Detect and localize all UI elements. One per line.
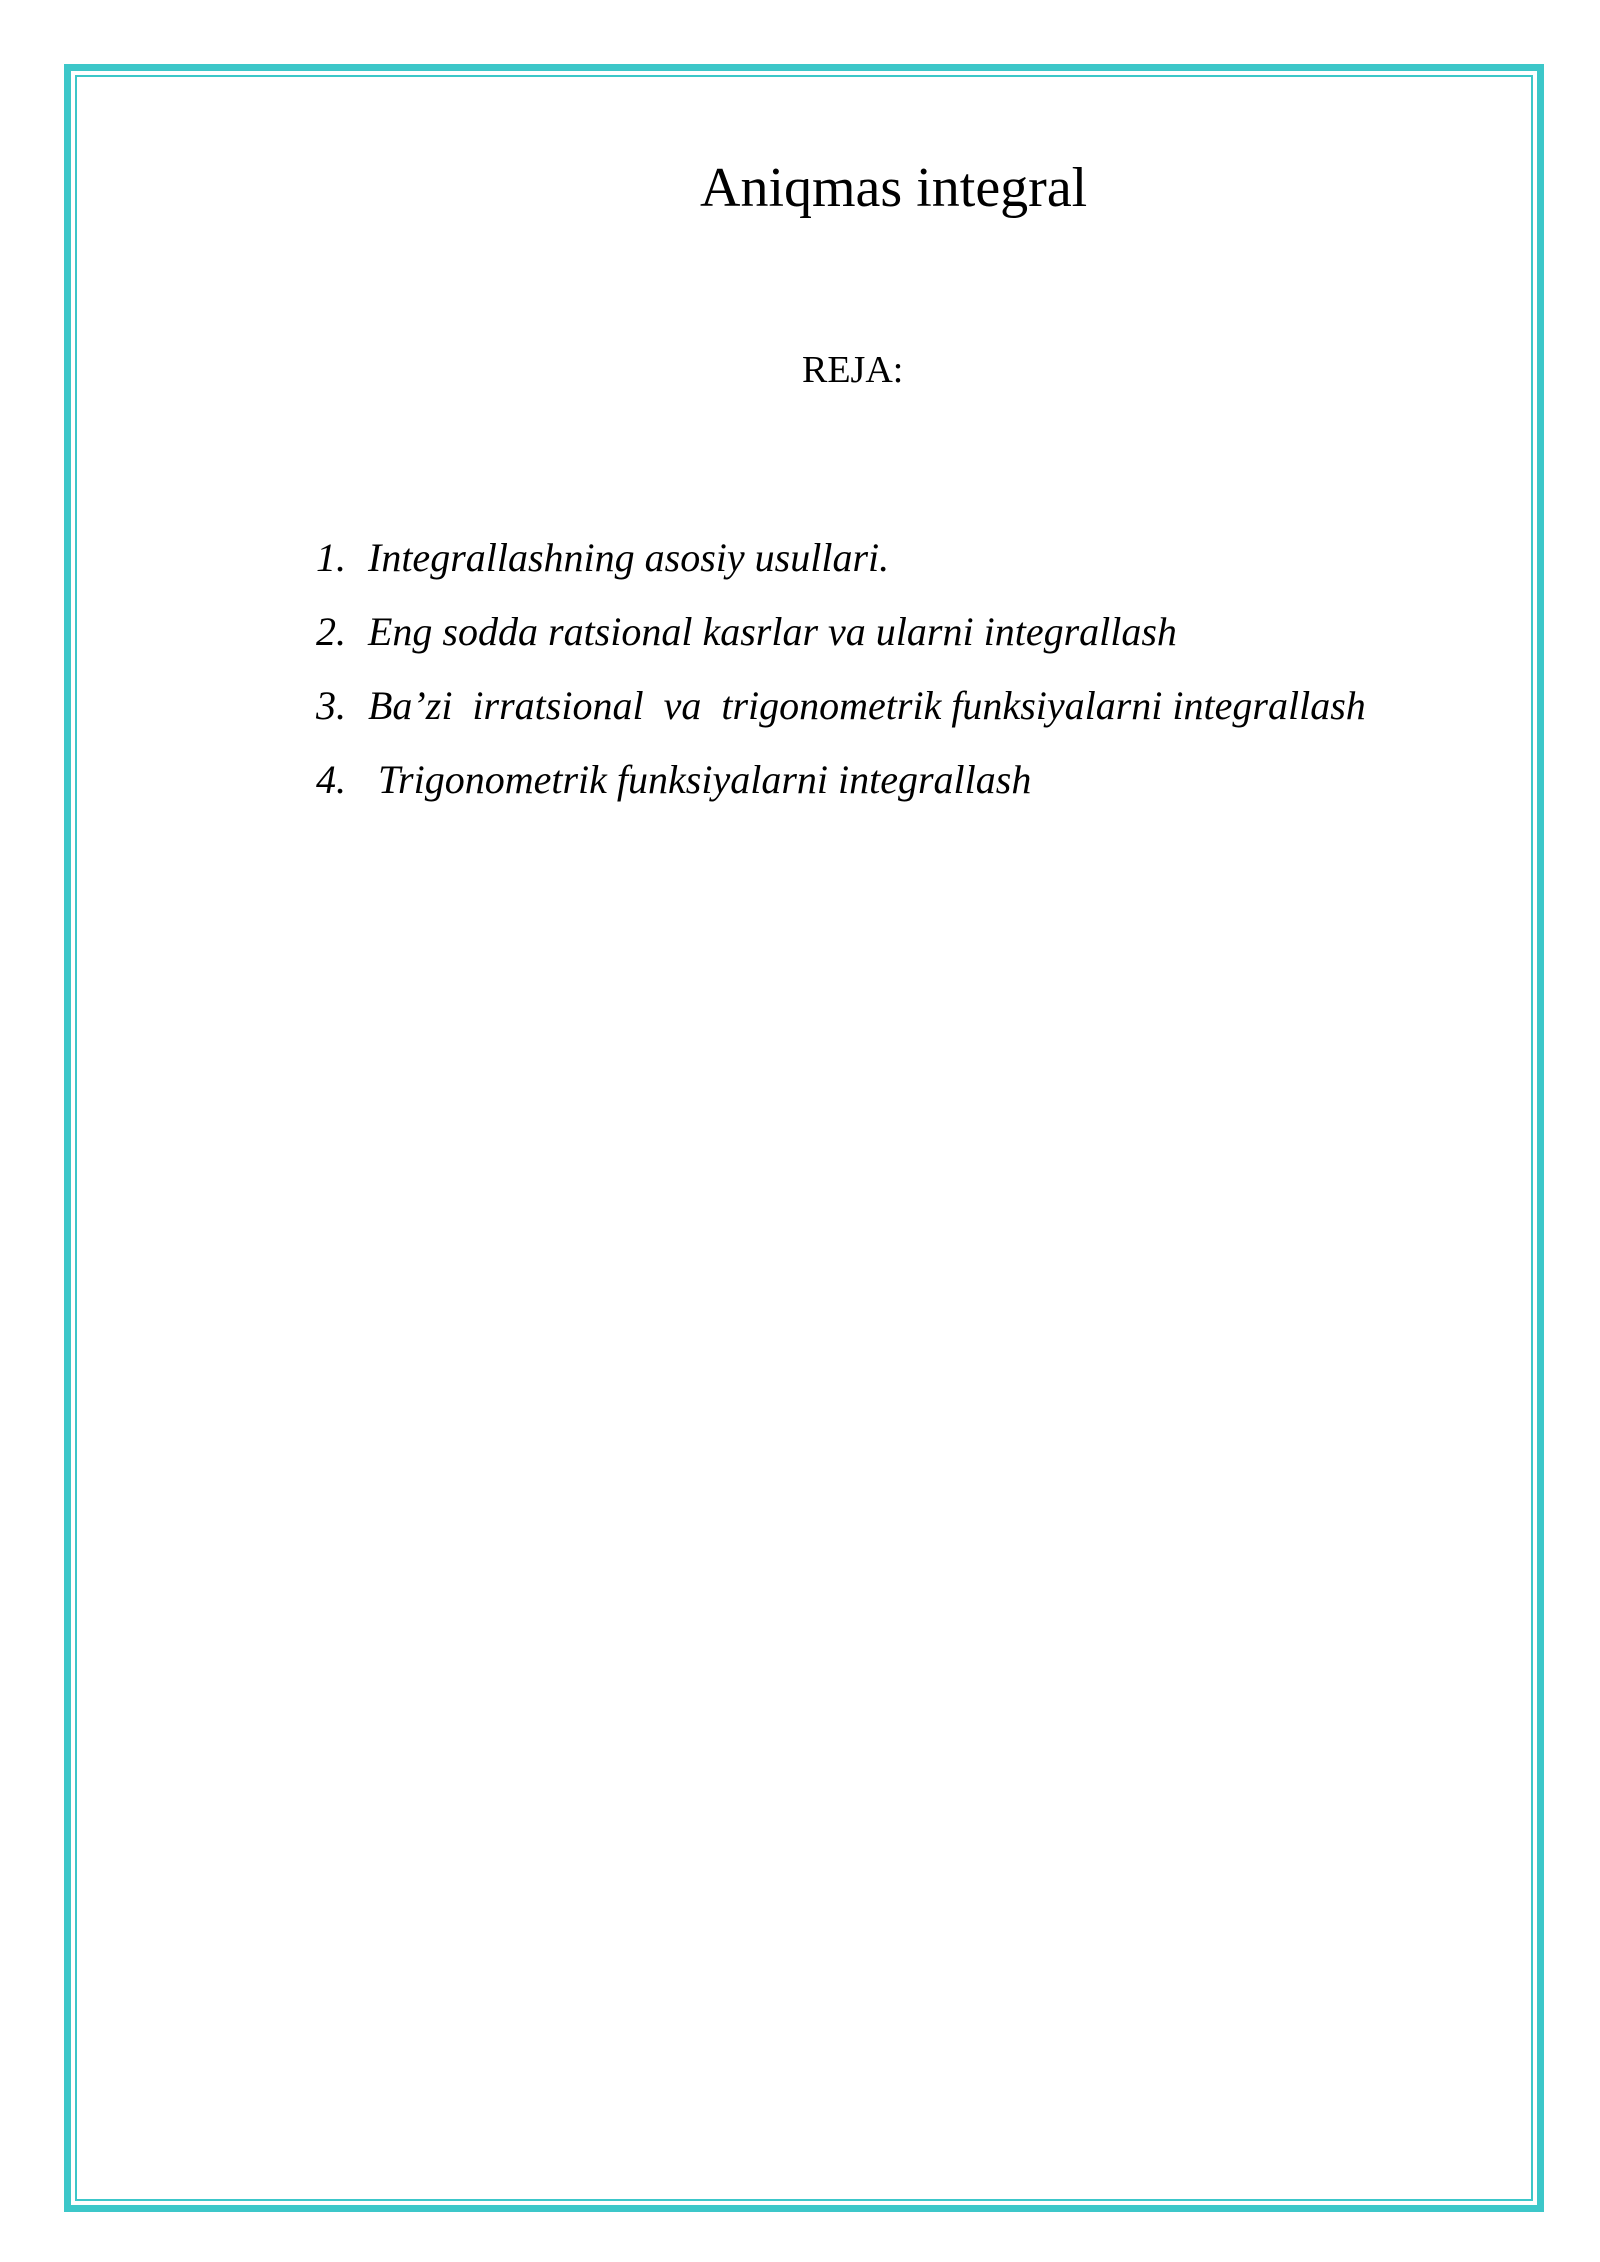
plan-item — [276, 702, 1366, 802]
plan-item-number: 2. — [316, 609, 346, 654]
plan-item-number: 3. — [316, 683, 346, 728]
plan-item-text: Trigonometrik funksiyalarni integrallash — [368, 757, 1032, 802]
page-title: Aniqmas integral — [700, 157, 1088, 219]
plan-list — [276, 480, 1366, 802]
plan-item-number: 4. — [316, 757, 346, 802]
plan-item-text: Ba’zi irratsional va trigonometrik funksiyalarni integrallash — [368, 683, 1366, 728]
plan-item — [276, 628, 1366, 728]
plan-item-text: Integrallashning asosiy usullari. — [368, 535, 890, 580]
plan-item — [276, 480, 1366, 580]
plan-heading: REJA: — [802, 349, 904, 391]
plan-item-text: Eng sodda ratsional kasrlar va ularni integrallash — [368, 609, 1177, 654]
plan-item — [276, 554, 1366, 654]
plan-item-number: 1. — [316, 535, 346, 580]
